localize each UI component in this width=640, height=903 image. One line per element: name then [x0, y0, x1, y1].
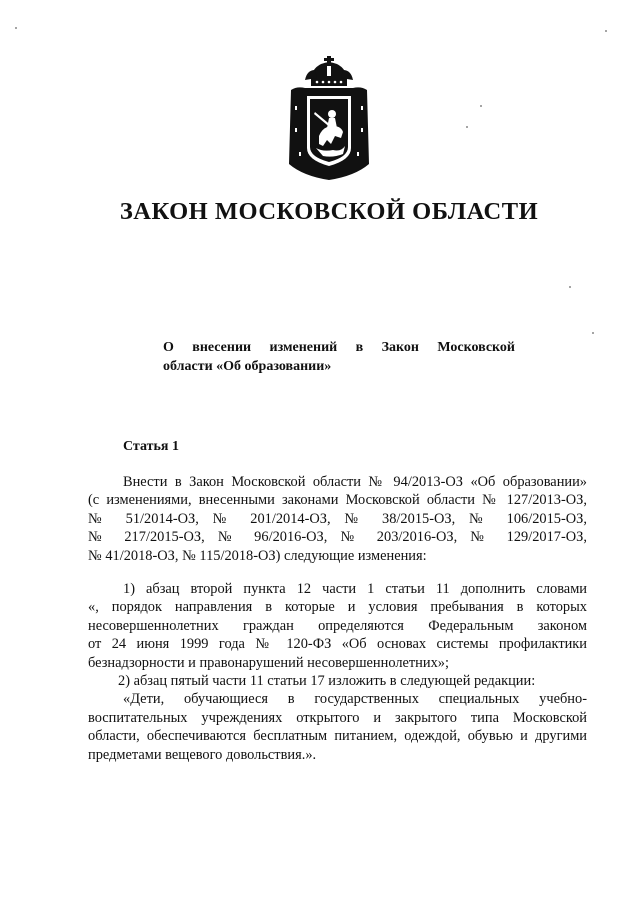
moscow-oblast-coat-of-arms-icon — [283, 56, 375, 180]
document-subtitle — [163, 338, 515, 376]
scan-speck — [605, 30, 607, 32]
article-heading: Статья 1 — [123, 439, 179, 454]
amendment-list — [88, 580, 587, 764]
quoted-text-line: воспитательных учреждениях открытого и закрытого типа Московской — [88, 709, 587, 726]
quoted-text-line: «Дети, обучающиеся в государственных специальных учебно- — [123, 691, 587, 708]
article-intro-paragraph — [88, 473, 587, 565]
paragraph-line: № 51/2014-ОЗ, № 201/2014-ОЗ, № 38/2015-ОЗ, № 106/2015-ОЗ, — [88, 510, 587, 527]
amendment-line: несовершеннолетних граждан определяются Федеральным законом — [88, 617, 587, 634]
paragraph-line: № 41/2018-ОЗ, № 115/2018-ОЗ) следующие изменения: — [88, 547, 427, 564]
scan-speck — [592, 332, 594, 334]
amendment-line: 2) абзац пятый части 11 статьи 17 изложить в следующей редакции: — [118, 672, 536, 689]
subtitle-line: О внесении изменений в Закон Московской — [163, 340, 515, 355]
quoted-text-line: области, обеспечиваются бесплатным питанием, одеждой, обувью и другими — [88, 728, 587, 745]
scan-speck — [15, 27, 17, 29]
amendment-line: 1) абзац второй пункта 12 части 1 статьи 11 дополнить словами — [123, 581, 587, 597]
amendment-line: безнадзорности и правонарушений несовершеннолетних»; — [88, 654, 449, 671]
paragraph-line: (с изменениями, внесенными законами Московской области № 127/2013-ОЗ, — [88, 492, 587, 509]
scan-speck — [480, 105, 482, 107]
quoted-text-line: предметами вещевого довольствия.». — [88, 746, 317, 763]
scan-speck — [569, 286, 571, 288]
amendment-line: «, порядок направления в которые и условия пребывания в которых — [88, 599, 587, 616]
document-title: ЗАКОН МОСКОВСКОЙ ОБЛАСТИ — [119, 198, 539, 225]
subtitle-line: области «Об образовании» — [163, 359, 332, 374]
amendment-line: от 24 июня 1999 года № 120-ФЗ «Об основах системы профилактики — [88, 636, 587, 653]
paragraph-line: Внести в Закон Московской области № 94/2013-ОЗ «Об образовании» — [123, 474, 587, 490]
paragraph-line: № 217/2015-ОЗ, № 96/2016-ОЗ, № 203/2016-ОЗ, № 129/2017-ОЗ, — [88, 529, 587, 546]
scan-speck — [466, 126, 468, 128]
